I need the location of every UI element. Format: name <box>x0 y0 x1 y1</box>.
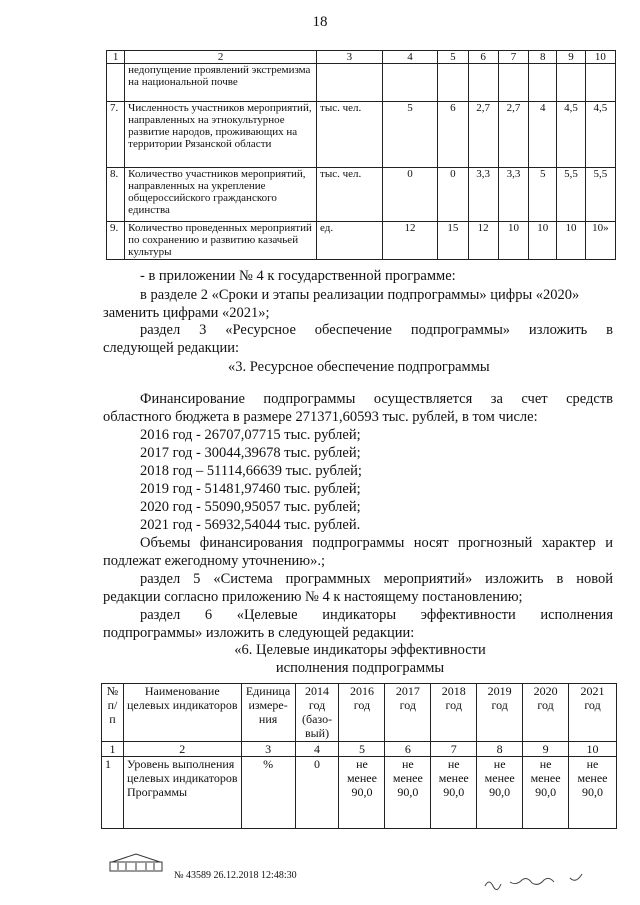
year-line: 2021 год - 56932,54044 тыс. рублей. <box>140 517 361 533</box>
value-cell: 4,5 <box>585 102 615 168</box>
paragraph: заменить цифрами «2021»; <box>103 305 270 321</box>
value-cell: 0 <box>382 168 438 222</box>
indicator-table-bottom <box>101 683 617 829</box>
header-cell: 2019 год <box>477 684 523 742</box>
value-cell: 12 <box>382 222 438 260</box>
page-number: 18 <box>312 14 328 30</box>
paragraph: подлежат ежегодному уточнению».; <box>103 553 325 569</box>
value-cell: 10 <box>557 222 585 260</box>
paragraph: редакции согласно приложению № 4 к настоящему постановлению; <box>103 589 523 605</box>
header-cell: 2021 год <box>569 684 617 742</box>
value-cell: не менее 90,0 <box>385 757 431 829</box>
value-cell: не менее 90,0 <box>523 757 569 829</box>
header-cell: 2020 год <box>523 684 569 742</box>
paragraph: подпрограммы» изложить в следующей редакции: <box>103 625 415 641</box>
signature-scribble-icon <box>480 868 600 894</box>
header-cell: Наименование целевых индикаторов <box>123 684 241 742</box>
row-number: 7. <box>107 102 125 168</box>
table-header-row <box>102 684 617 742</box>
value-cell: не менее 90,0 <box>339 757 385 829</box>
header-cell: 4 <box>382 51 438 64</box>
value-cell: 12 <box>468 222 498 260</box>
unit-cell: тыс. чел. <box>317 102 383 168</box>
value-cell: 2,7 <box>468 102 498 168</box>
value-cell: 10 <box>498 222 528 260</box>
paragraph: раздел 6 «Целевые индикаторы эффективности исполнения <box>140 607 613 623</box>
value-cell: 6 <box>438 102 468 168</box>
indicator-name: Количество участников мероприятий, направленных на укрепление общероссийского гражданского единства <box>125 168 317 222</box>
table-row <box>107 222 616 260</box>
row-number: 9. <box>107 222 125 260</box>
table-row <box>107 64 616 102</box>
value-cell: 0 <box>438 168 468 222</box>
row-number: 8. <box>107 168 125 222</box>
value-cell: 10 <box>529 222 557 260</box>
value-cell: 3,3 <box>468 168 498 222</box>
header-cell: 6 <box>468 51 498 64</box>
indicator-name: недопущение проявлений экстремизма на национальной почве <box>125 64 317 102</box>
document-id: № 43589 26.12.2018 12:48:30 <box>174 870 297 881</box>
header-cell: 7 <box>498 51 528 64</box>
row-number <box>107 64 125 102</box>
paragraph: областного бюджета в размере 271371,60593 тыс. рублей, в том числе: <box>103 409 538 425</box>
header-cell: 3 <box>317 51 383 64</box>
value-cell: не менее 90,0 <box>431 757 477 829</box>
column-number-row: 1 2 3 4 5 6 7 8 9 10 <box>102 742 617 757</box>
section-heading: «3. Ресурсное обеспечение подпрограммы <box>228 359 490 375</box>
header-cell: 2014 год (базо-вый) <box>295 684 339 742</box>
value-cell: 0 <box>295 757 339 829</box>
value-cell: 5 <box>529 168 557 222</box>
header-cell: 2017 год <box>385 684 431 742</box>
year-line: 2020 год - 55090,95057 тыс. рублей; <box>140 499 361 515</box>
header-cell: 2018 год <box>431 684 477 742</box>
value-cell: 5 <box>382 102 438 168</box>
header-cell: 9 <box>557 51 585 64</box>
value-cell: 5,5 <box>585 168 615 222</box>
building-emblem-icon <box>108 852 164 874</box>
value-cell: 4 <box>529 102 557 168</box>
header-cell: 1 <box>107 51 125 64</box>
value-cell: не менее 90,0 <box>569 757 617 829</box>
header-cell: 2 <box>125 51 317 64</box>
header-cell: 5 <box>438 51 468 64</box>
section-heading: «6. Целевые индикаторы эффективности <box>234 642 486 658</box>
header-cell: № п/п <box>102 684 124 742</box>
year-line: 2018 год – 51114,66639 тыс. рублей; <box>140 463 362 479</box>
paragraph: следующей редакции: <box>103 340 240 356</box>
header-cell: 8 <box>529 51 557 64</box>
unit-cell <box>317 64 383 102</box>
table-row <box>102 757 617 829</box>
table-row <box>107 168 616 222</box>
value-cell: 10» <box>585 222 615 260</box>
year-line: 2016 год - 26707,07715 тыс. рублей; <box>140 427 361 443</box>
table-row <box>107 102 616 168</box>
year-line: 2019 год - 51481,97460 тыс. рублей; <box>140 481 361 497</box>
section-heading: исполнения подпрограммы <box>275 660 445 676</box>
header-cell: 10 <box>585 51 615 64</box>
value-cell: 5,5 <box>557 168 585 222</box>
paragraph: Объемы финансирования подпрограммы носят прогнозный характер и <box>140 535 613 551</box>
unit-cell: тыс. чел. <box>317 168 383 222</box>
paragraph: раздел 5 «Система программных мероприятий» изложить в новой <box>140 571 613 587</box>
paragraph: в разделе 2 «Сроки и этапы реализации подпрограммы» цифры «2020» <box>140 287 580 303</box>
indicator-table-top <box>106 50 616 260</box>
value-cell: 3,3 <box>498 168 528 222</box>
paragraph: - в приложении № 4 к государственной программе: <box>140 268 456 284</box>
year-line: 2017 год - 30044,39678 тыс. рублей; <box>140 445 361 461</box>
value-cell: 2,7 <box>498 102 528 168</box>
indicator-name: Количество проведенных мероприятий по сохранению и развитию казачьей культуры <box>125 222 317 260</box>
row-number: 1 <box>102 757 124 829</box>
header-cell: 2016 год <box>339 684 385 742</box>
paragraph: раздел 3 «Ресурсное обеспечение подпрограммы» изложить в <box>140 322 613 338</box>
value-cell: не менее 90,0 <box>477 757 523 829</box>
indicator-name: Уровень выполнения целевых индикаторов Программы <box>123 757 241 829</box>
value-cell: 15 <box>438 222 468 260</box>
paragraph: Финансирование подпрограммы осуществляется за счет средств <box>140 391 613 407</box>
table-header-row <box>107 51 616 64</box>
indicator-name: Численность участников мероприятий, направленных на этнокультурное развитие народов, проживающих на территории Рязанской области <box>125 102 317 168</box>
header-cell: Единица измере-ния <box>241 684 295 742</box>
value-cell: 4,5 <box>557 102 585 168</box>
unit-cell: ед. <box>317 222 383 260</box>
unit-cell: % <box>241 757 295 829</box>
